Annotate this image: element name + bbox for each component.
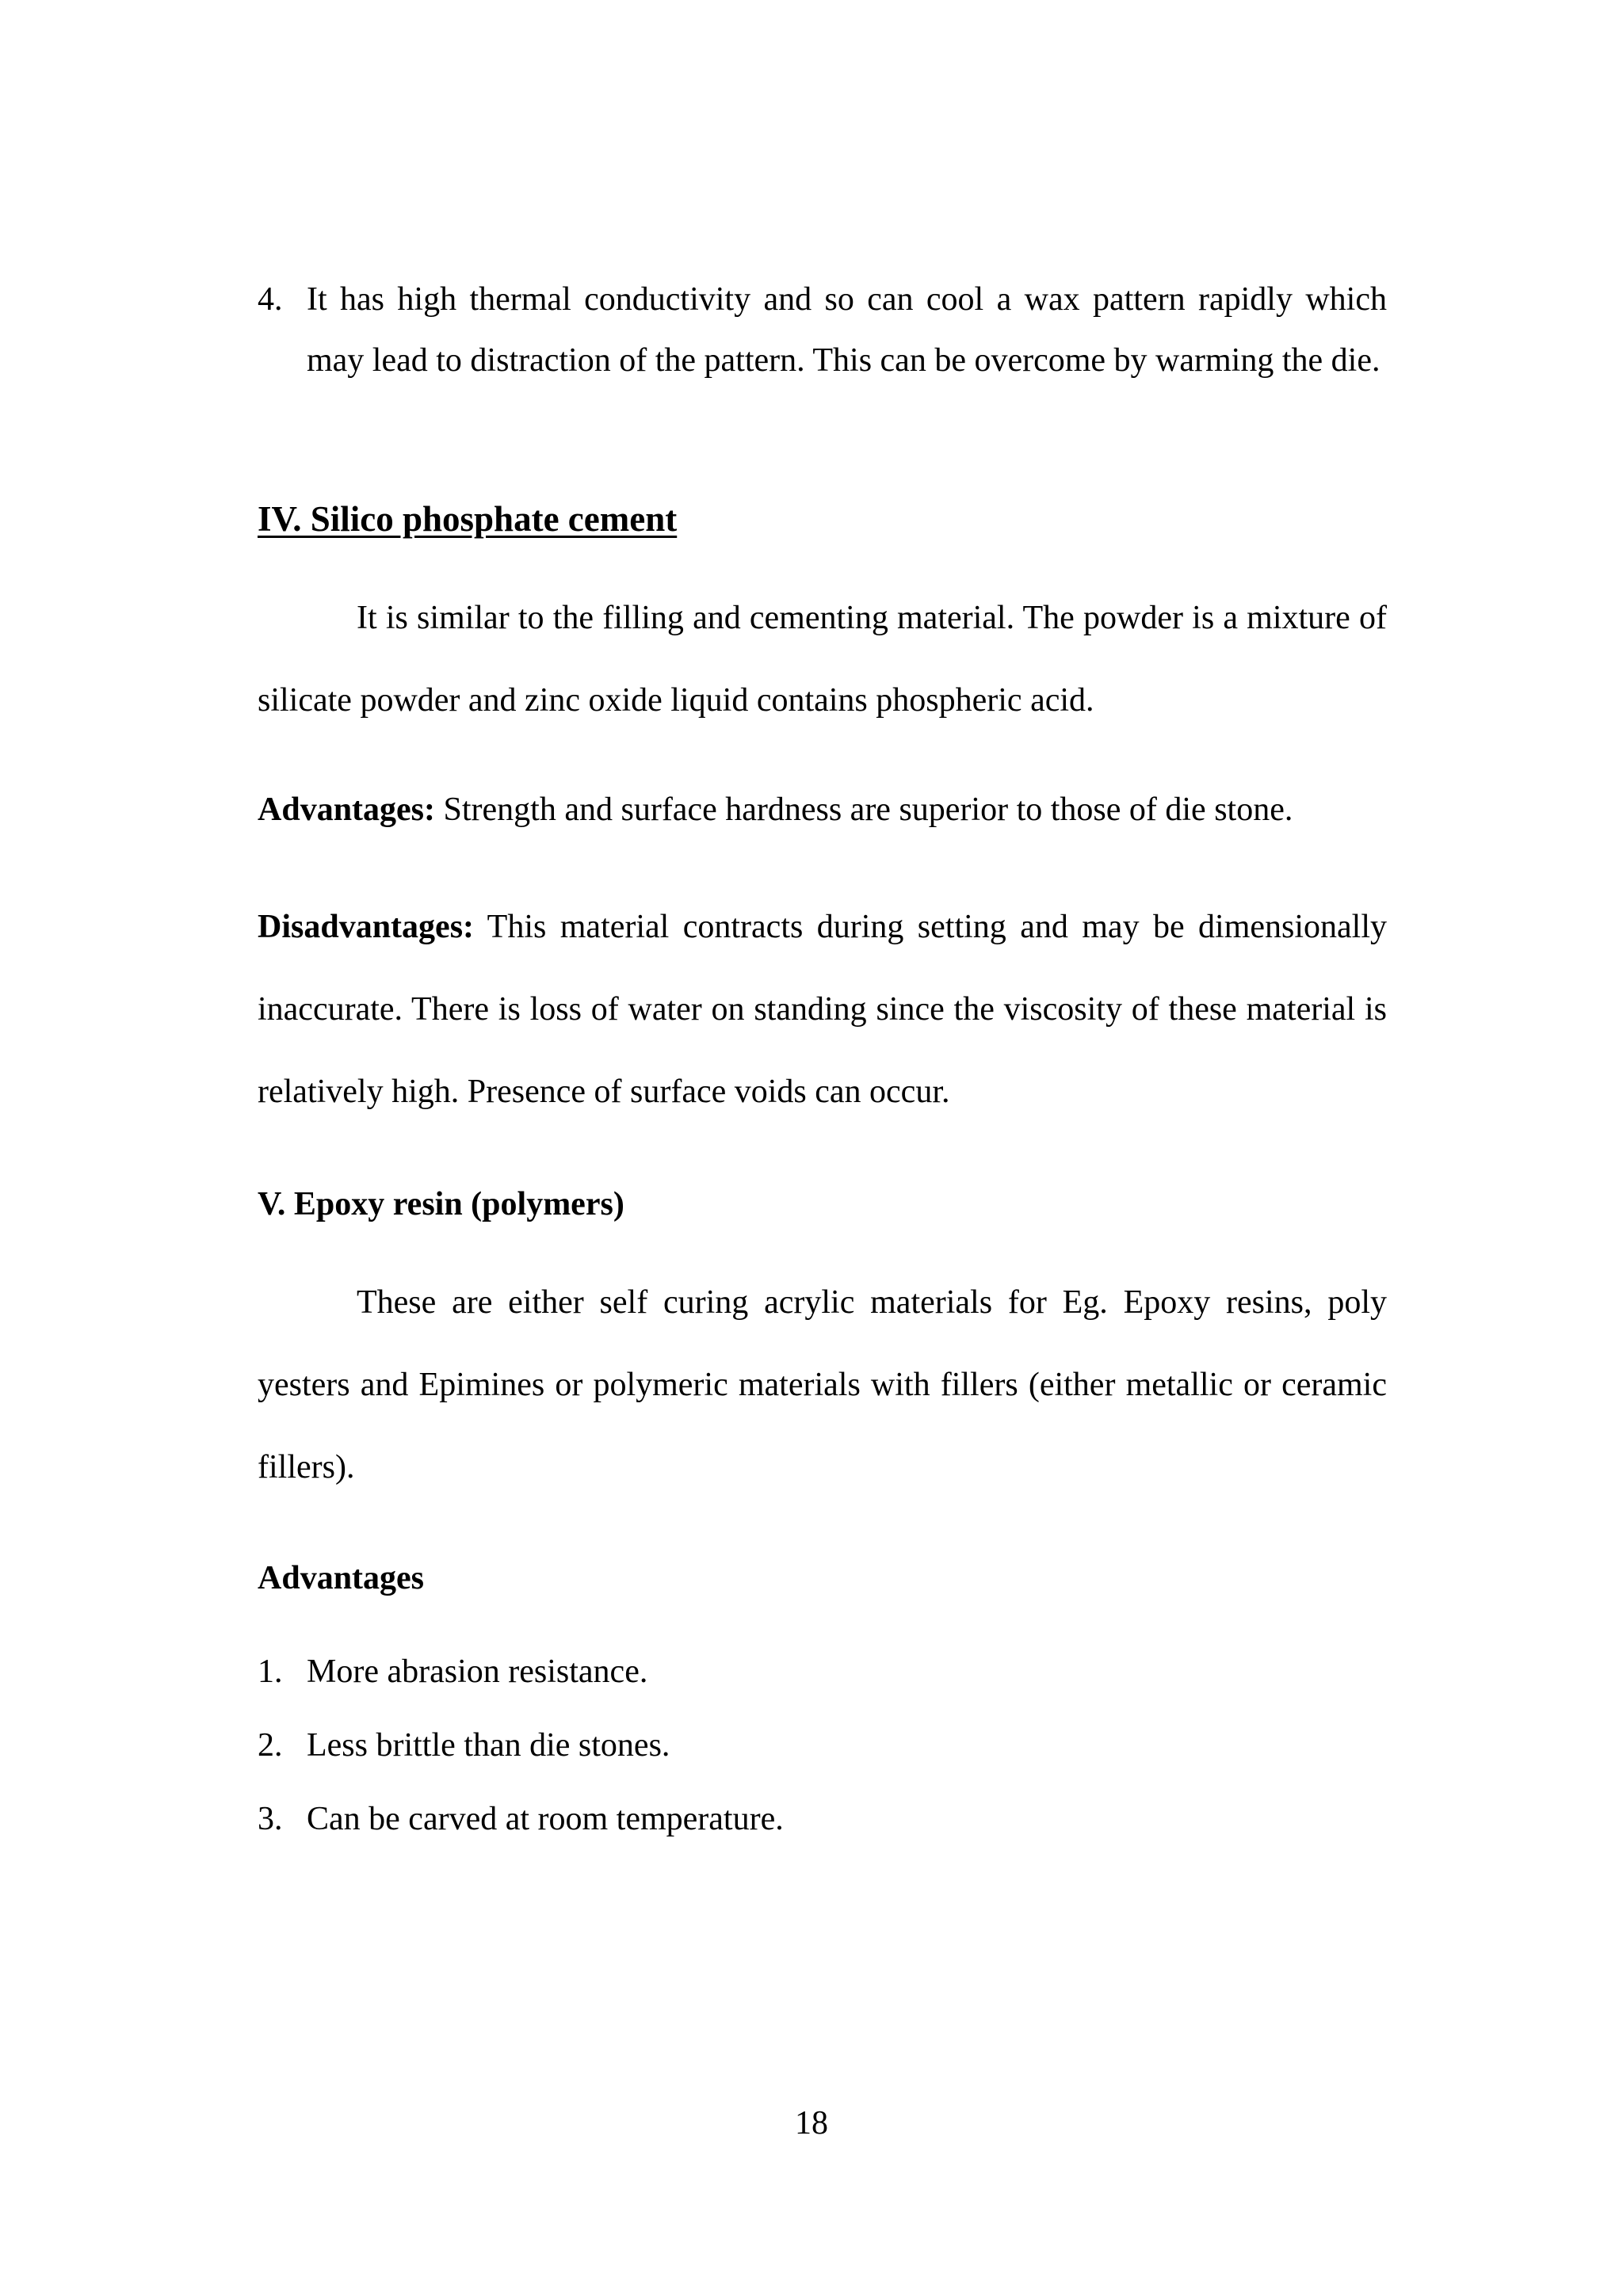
advantages-text: Strength and surface hardness are superior to those of die stone. (435, 791, 1293, 828)
list-item (258, 1722, 1387, 1769)
list-text: It has high thermal conductivity and so can cool a wax pattern rapidly which may lead to distraction of the pattern. This can be overcome by warming the die. (307, 281, 1387, 379)
paragraph-epoxy-resin: These are either self curing acrylic materials for Eg. Epoxy resins, poly yesters and Epimines or polymeric materials with fillers (either metallic or ceramic fillers). (258, 1284, 1387, 1486)
list-item (258, 1795, 1387, 1843)
section-heading-silico-phosphate: IV. Silico phosphate cement (258, 499, 678, 539)
disadvantages-text: This material contracts during setting and may be dimensionally inaccurate. There is loss of water on standing since the viscosity of these material is relatively high. Presence of surface voids can occur. (258, 909, 1387, 1110)
section-heading-epoxy-resin: V. Epoxy resin (polymers) (258, 1186, 624, 1222)
list-number: 2. (258, 1727, 283, 1764)
list-number: 1. (258, 1653, 283, 1690)
paragraph-advantages (258, 769, 1387, 851)
list-number: 4. (258, 281, 283, 318)
advantages-label: Advantages: (258, 791, 436, 828)
list-text: Can be carved at room temperature. (307, 1801, 784, 1837)
list-item (258, 1648, 1387, 1695)
paragraph-silico-phosphate: It is similar to the filling and cementing material. The powder is a mixture of silicate powder and zinc oxide liquid contains phospheric acid. (258, 600, 1387, 719)
list-item (258, 269, 1387, 391)
list-text: More abrasion resistance. (307, 1653, 648, 1690)
paragraph-disadvantages (258, 886, 1387, 1133)
list-number: 3. (258, 1801, 283, 1837)
list-text: Less brittle than die stones. (307, 1727, 670, 1764)
disadvantages-label: Disadvantages: (258, 909, 475, 945)
advantages-heading: Advantages (258, 1560, 425, 1596)
page-number: 18 (795, 2105, 828, 2142)
